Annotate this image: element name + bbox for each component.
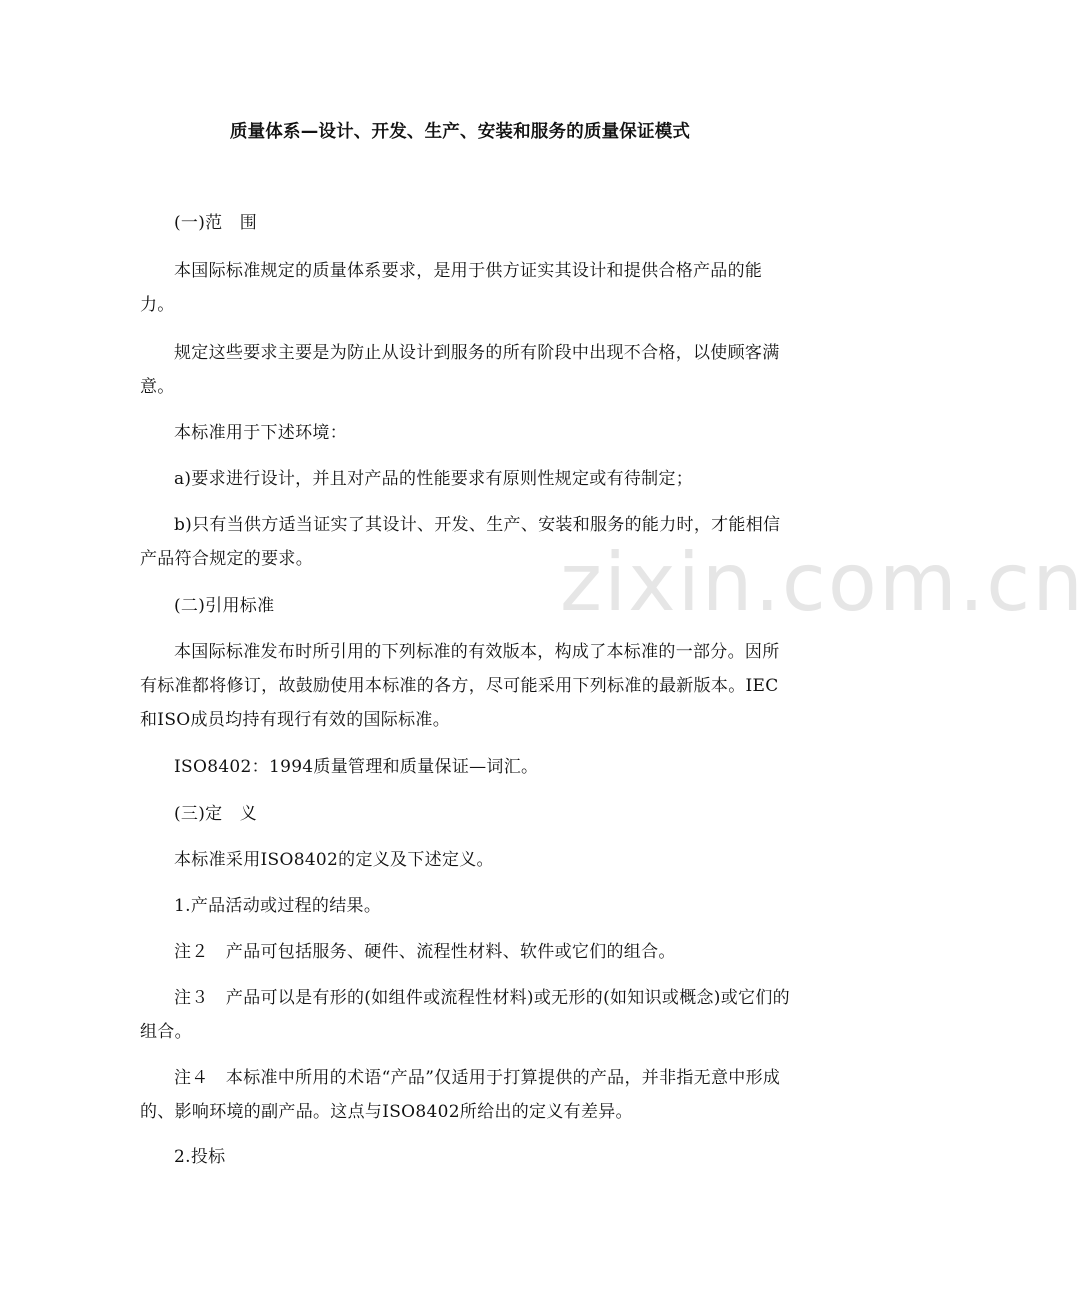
definition-item-1: 1.产品活动或过程的结果。 [174, 896, 382, 916]
list-item-b: b)只有当供方适当证实了其设计、开发、生产、安装和服务的能力时，才能相信产品符合规定的要求。 [140, 515, 781, 569]
document-title: 质量体系—设计、开发、生产、安装和服务的质量保证模式 [229, 122, 691, 142]
paragraph-scope-3: 本标准用于下述环境： [174, 423, 347, 443]
section-heading-scope: (一)范 围 [174, 213, 258, 233]
list-item-a: a)要求进行设计，并且对产品的性能要求有原则性规定或有待制定； [174, 469, 694, 489]
paragraph-scope-2: 规定这些要求主要是为防止从设计到服务的所有阶段中出现不合格，以使顾客满意。 [140, 343, 780, 397]
section-heading-definitions: (三)定 义 [174, 804, 258, 824]
section-heading-references: (二)引用标准 [174, 596, 275, 616]
note-2: 注２ 产品可包括服务、硬件、流程性材料、软件或它们的组合。 [174, 942, 676, 962]
paragraph-references-1: 本国际标准发布时所引用的下列标准的有效版本，构成了本标准的一部分。因所有标准都将修订，故鼓励使用本标准的各方，尽可能采用下列标准的最新版本。IEC和ISO成员均持有现行有效的国际标准。 [140, 642, 780, 730]
definition-item-2: 2.投标 [174, 1147, 226, 1167]
note-4: 注４ 本标准中所用的术语“产品”仅适用于打算提供的产品，并非指无意中形成的、影响环境的副产品。这点与ISO8402所给出的定义有差异。 [140, 1068, 781, 1122]
watermark-logo: zixin.com.cn [560, 536, 1085, 629]
note-3: 注３ 产品可以是有形的(如组件或流程性材料)或无形的(如知识或概念)或它们的组合。 [140, 988, 790, 1042]
paragraph-scope-1: 本国际标准规定的质量体系要求，是用于供方证实其设计和提供合格产品的能力。 [140, 261, 763, 315]
paragraph-definitions-1: 本标准采用ISO8402的定义及下述定义。 [174, 850, 494, 870]
paragraph-references-2: ISO8402：1994质量管理和质量保证—词汇。 [174, 757, 539, 777]
